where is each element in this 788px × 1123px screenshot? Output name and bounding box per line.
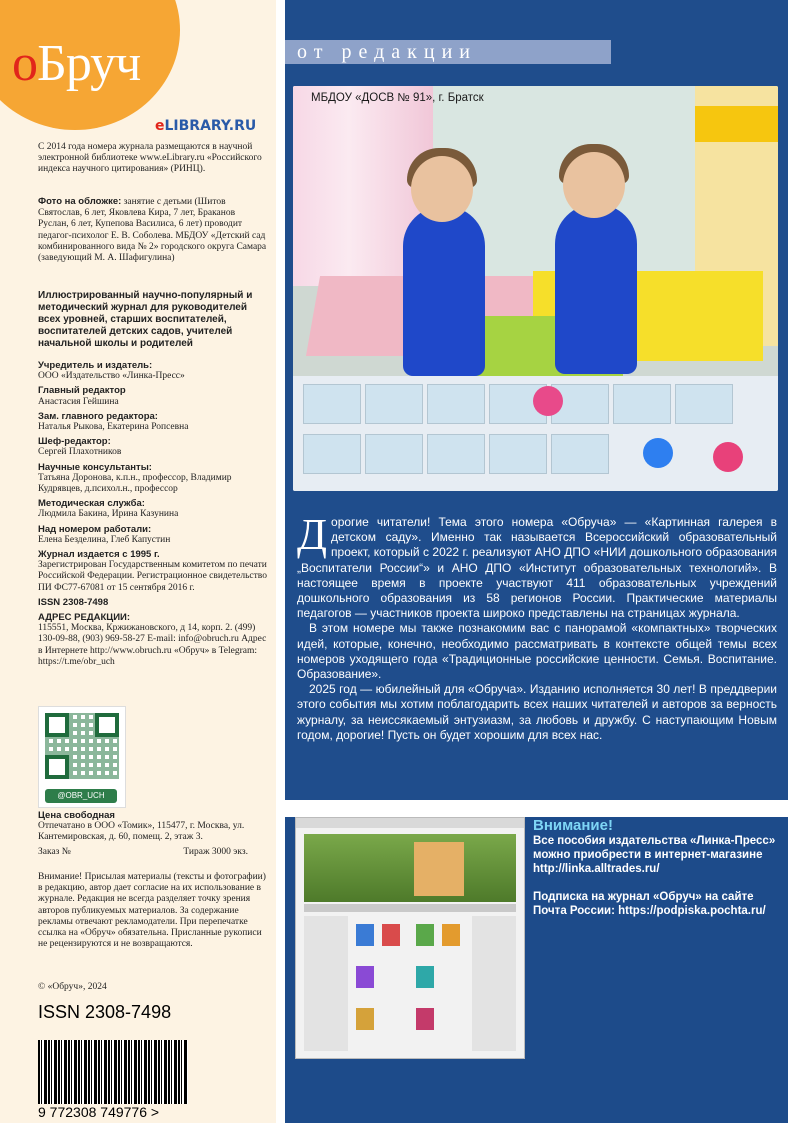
section-banner <box>285 40 611 64</box>
qr-finder <box>95 713 119 737</box>
editorial-column <box>285 0 788 1123</box>
journal-description: Иллюстрированный научно-популярный и методический журнал для руководителей всех уровней, старших воспитателей, воспитателей детских садов, учителей начальной школы и родителей <box>38 290 253 349</box>
flower-decoration <box>533 386 563 416</box>
copyright: © «Обруч», 2024 <box>38 982 107 992</box>
telegram-qr-code[interactable] <box>38 706 126 808</box>
print-run: Тираж 3000 экз. <box>183 846 248 857</box>
child-figure <box>403 206 485 376</box>
qr-finder <box>45 713 69 737</box>
child-figure <box>555 204 637 374</box>
order-number: Заказ № <box>38 846 71 857</box>
cover-photo-credit: Фото на обложке: занятие с детьми (Шитов Святослав, 6 лет, Яковлева Кира, 7 лет, Браканов Руслан, 6 лет, Купепова Василиса, 6 лет) проводит педагог-психолог Е. В. Соболева. МБДОУ «Детский сад комбинированного вида № 2» городского округа Самара (заведующий М. А. Шафигулина) <box>38 196 267 264</box>
child-head <box>411 156 473 222</box>
flower-decoration <box>713 442 743 472</box>
obruch-logo: оБруч <box>12 35 141 92</box>
disclaimer: Внимание! Присылая материалы (тексты и фотографии) в редакцию, автор дает согласие на их использование в журнале. Редакция не всегда разделяет точку зрения авторов публикуемых материалов. За содержание рекламы отвечают рекламодатели. При перепечатке ссылка на «Обруч» обязательна. Присланные рукописи не рецензируются и не возвращаются. <box>38 872 266 950</box>
barcode-number: 9 772308 749776 > <box>38 1104 160 1120</box>
flower-decoration <box>643 438 673 468</box>
drop-cap: Д <box>297 510 328 559</box>
elibrary-logo: eLIBRARY.RU <box>155 118 257 134</box>
notice-block <box>533 817 783 932</box>
subscription-link-text[interactable]: Подписка на журнал «Обруч» на сайте Почта России: https://podpiska.pochta.ru/ <box>533 891 766 917</box>
notice-title: Внимание! <box>533 817 613 834</box>
editorial-panel <box>285 0 788 800</box>
print-info: Цена свободная Отпечатано в ООО «Томик», 115477, г. Москва, ул. Кантемировская, д. 60, помещ. 2, этаж 3. Заказ № Тираж 3000 экз. <box>38 810 248 857</box>
barcode <box>38 1040 188 1104</box>
section-divider <box>285 800 788 817</box>
shop-link-text[interactable]: Все пособия издательства «Линка-Пресс» можно приобрести в интернет-магазине http://linka.alltrades.ru/ <box>533 835 776 875</box>
art-cards <box>293 376 778 491</box>
advert-panel <box>285 817 788 1123</box>
elibrary-note: С 2014 года номера журнала размещаются в научной электронной библиотеке www.eLibrary.ru «Российского индекса научного цитирования» (РИНЦ). <box>38 142 262 175</box>
imprint-column <box>0 0 276 1123</box>
section-title: от редакции <box>297 41 477 63</box>
website-screenshot <box>295 817 525 1059</box>
feature-photo <box>293 86 778 491</box>
editorial-text: Дорогие читатели! Тема этого номера «Обруча» — «Картинная галерея в детском саду». Именно так называется Всероссийский образовательный проект, который с 2022 г. реализуют АНО ДПО «НИИ дошкольного образования „Воспитатели России“» и АНО ДПО «Институт образовательных технологий». В настоящее время в проекте участвуют 411 образовательных учреждений дошкольного образования из 58 регионов России. Практические материалы педагогов — участников проекта широко представлены на страницах журнала. В этом номере мы также познакомим вас с панорамой «компактных» творческих идей, которые, конечно, необходимо рассматривать в контексте общей темы всех номеров уходящего года «Традиционные российские ценности. Семья. Воспитание. Образование». 2025 год — юбилейный для «Обруча». Изданию исполняется 30 лет! В преддверии этого события мы хотим поблагодарить всех наших читателей и авторов за верность журналу, за неиссякаемый энтузиазм, за любовь и дружбу. С наступающим Новым годом, дорогие! Пусть он будет хорошим для всех нас. <box>297 510 777 742</box>
photo-caption: МБДОУ «ДОСВ № 91», г. Братск <box>311 92 484 104</box>
child-head <box>563 152 625 218</box>
issn-barcode-label: ISSN 2308-7498 <box>38 1002 172 1022</box>
qr-label: @OBR_UCH <box>45 789 117 803</box>
qr-finder <box>45 755 69 779</box>
imprint-list: Учредитель и издатель: ООО «Издательство «Линка-Пресс» Главный редактор Анастасия Гейшина Зам. главного редактора: Наталья Рыкова, Екатерина Ропсевна Шеф-редактор: Сергей Плахотников Научные консультанты: Татьяна Доронова, к.п.н., профессор, Владимир Кудрявцев, д.психол.н., профессор Методическая служба: Людмила Бакина, Ирина Казунина Над номером работали: Елена Безделина, Глеб Капустин Журнал издается с 1995 г. Зарегистрирован Государственным комитетом по печати Российской Федерации. Регистрационное свидетельство ПИ ФС77-67081 от 15 сентября 2016 г. ISSN 2308-7498 АДРЕС РЕДАКЦИИ: 115551, Москва, Кржижановского, д 14, корп. 2. (499) 130-09-88, (903) 969-58-27 E-mail: info@obruch.ru Адрес в Интернете http://www.obruch.ru «Обруч» в Telegram: https://t.me/obr_uch <box>38 360 267 667</box>
